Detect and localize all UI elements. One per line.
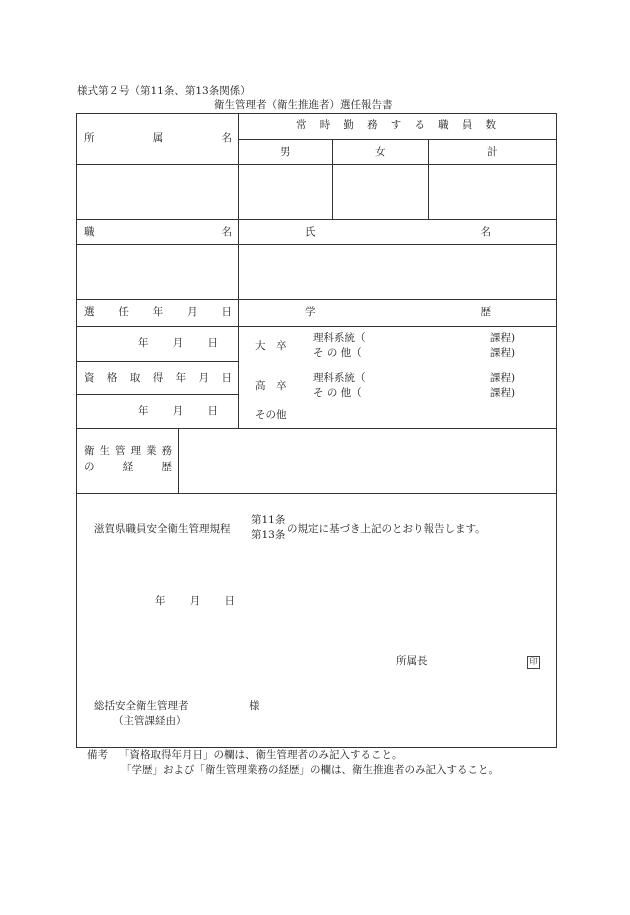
career-label-line2: の 経 歴 (84, 461, 172, 473)
notes-label: 備考 (87, 749, 108, 761)
honorific-label: 様 (249, 700, 260, 712)
staff-count-header: 常 時 勤 務 す る 職 員 数 (296, 119, 496, 131)
note-1: 「資格取得年月日」の欄は、衛生管理者のみ記入すること。 (119, 749, 403, 761)
career-field[interactable] (179, 429, 556, 493)
article-13: 第13条 (251, 529, 286, 541)
appointment-date-label: 選 任 年 月 日 (84, 306, 232, 318)
male-header: 男 (280, 146, 291, 158)
license-date-label: 資 格 取 得 年 月 日 (84, 372, 232, 384)
career-label-line1: 衛 生 管 理 業 務 (84, 445, 172, 457)
via-label: （主管課経由） (113, 715, 187, 727)
hs-science-label: 理科系統（ (313, 372, 366, 384)
addressee-label: 総括安全衛生管理者 (94, 700, 189, 712)
univ-science-course: 課程) (490, 332, 516, 344)
affiliation-field[interactable] (77, 165, 238, 219)
note-2: 「学歴」および「衛生管理業務の経歴」の欄は、衛生推進者のみ記入すること。 (121, 764, 499, 776)
position-field[interactable] (77, 245, 238, 299)
article-11: 第11条 (251, 514, 286, 526)
female-count-field[interactable] (333, 165, 428, 219)
female-header: 女 (375, 146, 386, 158)
position-label: 職 名 (84, 226, 232, 238)
hs-other-course: 課程) (490, 387, 516, 399)
other-education-label: その他 (255, 409, 287, 421)
total-count-field[interactable] (429, 165, 556, 219)
hs-science-course: 課程) (490, 372, 516, 384)
statement-suffix: の規定に基づき上記のとおり報告します。 (287, 523, 486, 535)
univ-science-label: 理科系統（ (313, 332, 366, 344)
education-label: 学 歴 (305, 306, 491, 318)
total-header: 計 (487, 146, 498, 158)
name-field[interactable] (239, 245, 556, 299)
appointment-date-field[interactable]: 年 月 日 (138, 337, 218, 349)
male-count-field[interactable] (239, 165, 332, 219)
hs-other-label: そ の 他（ (313, 387, 362, 399)
license-date-field[interactable]: 年 月 日 (138, 405, 218, 417)
seal-icon: 印 (527, 656, 540, 669)
department-head-label: 所属長 (396, 655, 428, 667)
university-label: 大 卒 (255, 340, 287, 352)
univ-other-label: そ の 他（ (313, 347, 362, 359)
statement-prefix: 滋賀県職員安全衛生管理規程 (94, 523, 231, 535)
high-school-label: 高 卒 (255, 380, 287, 392)
name-label: 氏 名 (305, 226, 491, 238)
affiliation-label: 所 属 名 (84, 132, 232, 144)
form-number: 様式第２号（第11条、第13条関係） (77, 85, 251, 97)
form-title: 衛生管理者（衛生推進者）選任報告書 (214, 99, 393, 111)
report-date-field[interactable]: 年 月 日 (155, 595, 235, 607)
univ-other-course: 課程) (490, 347, 516, 359)
